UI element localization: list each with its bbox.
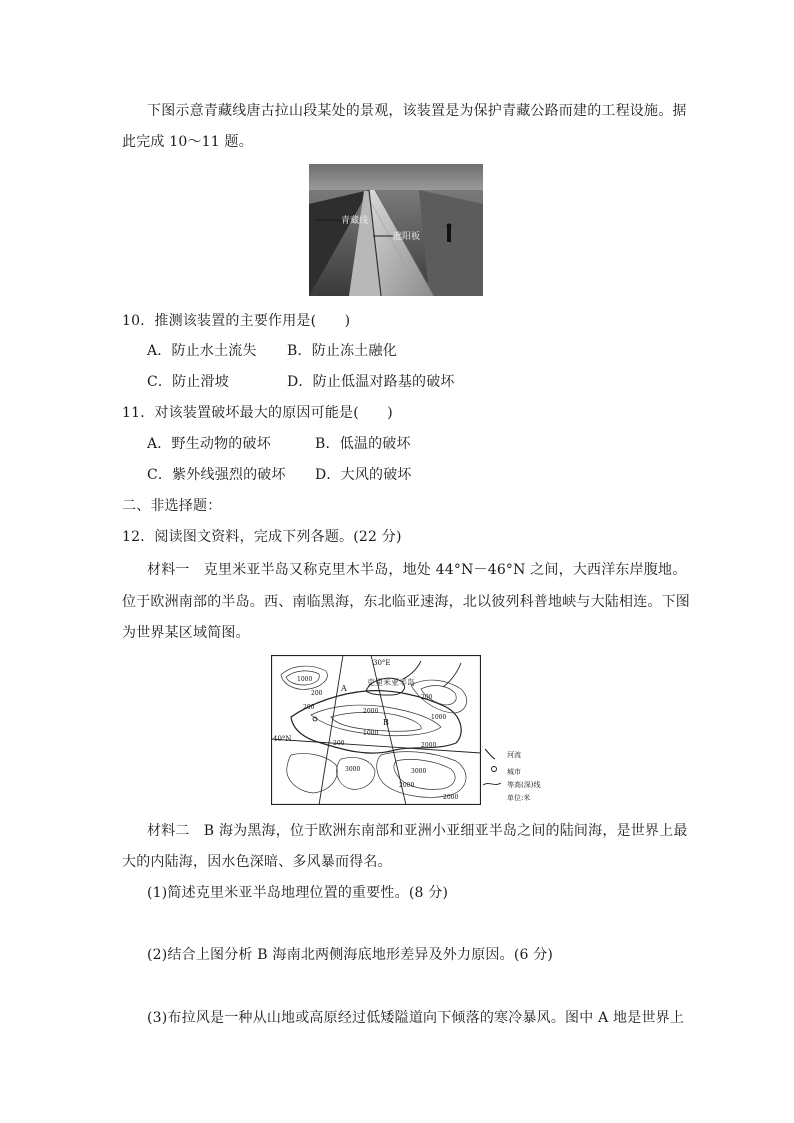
map-contour-label: 200 — [303, 704, 315, 711]
city-legend-icon — [492, 767, 497, 772]
intro-line-2: 此完成 10～11 题。 — [122, 134, 253, 150]
intro-line-1: 下图示意青藏线唐古拉山段某处的景观，该装置是为保护青藏公路而建的工程设施。据 — [147, 103, 687, 119]
legend-unit: 单位:米 — [507, 794, 531, 802]
q11-option-d: D．大风的破坏 — [315, 467, 412, 483]
map-point-label: A — [341, 684, 347, 693]
q11-option-b: B．低温的破坏 — [315, 436, 411, 452]
q12-stem: 12．阅读图文资料，完成下列各题。(22 分) — [122, 529, 402, 545]
q12-sub1: (1)简述克里米亚半岛地理位置的重要性。(8 分) — [147, 885, 449, 901]
map-contour-label: 3000 — [411, 768, 427, 775]
map-lon-label: 30°E — [373, 659, 391, 667]
map-lat-label: 40°N — [273, 735, 292, 743]
map-contour-label: 2000 — [399, 782, 415, 789]
q11-option-a: A．野生动物的破坏 — [147, 436, 271, 452]
map-contour-label: 2000 — [443, 794, 459, 801]
q10-stem: 10．推测该装置的主要作用是( ) — [122, 313, 351, 329]
photo-label-shade: 遮阳板 — [393, 232, 421, 242]
q10-option-c: C．防止滑坡 — [147, 374, 229, 390]
legend-contour: 等高(深)线 — [507, 781, 541, 789]
map-peninsula-label: 克里米亚半岛 — [367, 678, 415, 687]
q11-option-c: C．紫外线强烈的破坏 — [147, 467, 286, 483]
map-contour-label: 1000 — [363, 730, 379, 737]
q12-material1-line2: 位于欧洲南部的半岛。西、南临黑海，东北临亚速海，北以彼列科普地峡与大陆相连。下图 — [122, 594, 690, 610]
map-contour-label: 3000 — [345, 766, 361, 773]
q10-option-a: A．防止水土流失 — [147, 343, 257, 359]
q11-stem: 11．对该装置破坏最大的原因可能是( ) — [122, 405, 393, 421]
map-contour-label: 200 — [333, 740, 345, 747]
q12-material2-line1: 材料二 B 海为黑海，位于欧洲东南部和亚洲小亚细亚半岛之间的陆间海，是世界上最 — [147, 823, 688, 839]
q10-option-b: B．防止冻土融化 — [287, 343, 397, 359]
q12-material2-line2: 大的内陆海，因水色深暗、多风暴而得名。 — [122, 854, 392, 870]
map-contour-label: 200 — [311, 690, 323, 697]
legend-city: 城市 — [507, 768, 521, 776]
map-sea-label: B — [383, 718, 389, 727]
map-contour-label: 200 — [421, 694, 433, 701]
map-contour-label: 2000 — [421, 742, 437, 749]
q12-material1-line3: 为世界某区域简图。 — [122, 625, 250, 641]
photo-label-railway: 青藏线 — [341, 216, 369, 226]
map-contour-label: 2000 — [363, 708, 379, 715]
map-legend — [481, 745, 561, 805]
river-legend-icon — [485, 749, 495, 759]
map-contour-label: 1000 — [297, 676, 313, 683]
q10-option-d: D．防止低温对路基的破坏 — [287, 374, 455, 390]
railway-photo — [309, 164, 483, 296]
q12-sub2: (2)结合上图分析 B 海南北两侧海底地形差异及外力原因。(6 分) — [147, 947, 554, 963]
section-heading: 二、非选择题： — [122, 498, 222, 514]
map-contour-label: 1000 — [431, 714, 447, 721]
q12-material1-line1: 材料一 克里米亚半岛又称克里木半岛，地处 44°N－46°N 之间，大西洋东岸腹地。 — [147, 562, 687, 578]
contour-legend-icon — [483, 783, 501, 785]
region-map — [271, 655, 481, 805]
legend-river: 河流 — [507, 751, 521, 759]
q12-sub3: (3)布拉风是一种从山地或高原经过低矮隘道向下倾落的寒冷暴风。图中 A 地是世界上 — [147, 1010, 685, 1026]
